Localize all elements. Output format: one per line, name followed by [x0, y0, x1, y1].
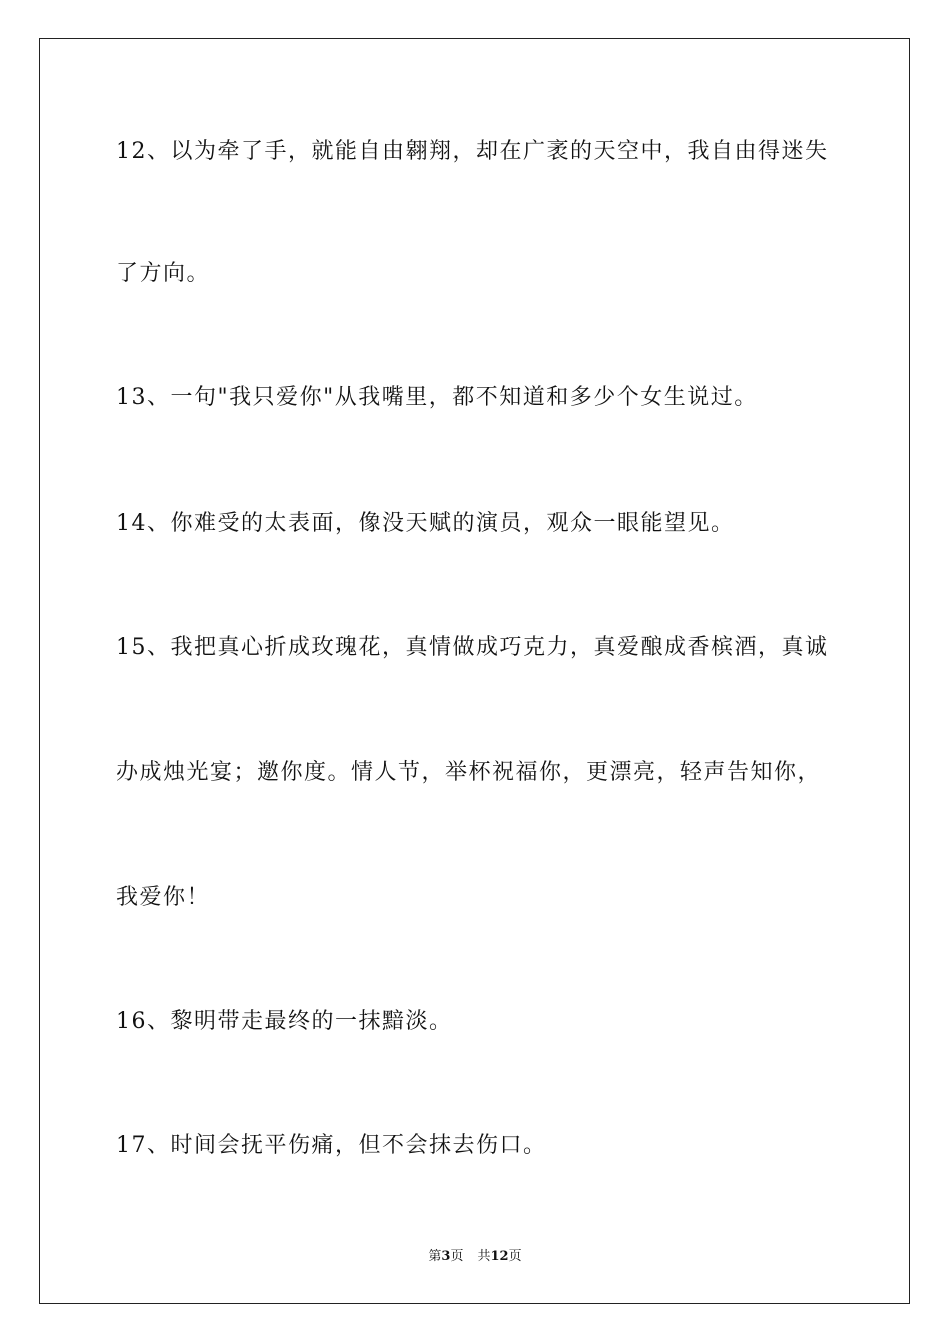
- text-line: 12、以为牵了手，就能自由翱翔，却在广袤的天空中，我自由得迷失: [116, 139, 829, 164]
- total-pages: 12: [490, 1249, 509, 1264]
- page-prefix: 第: [428, 1249, 442, 1264]
- page-suffix: 页: [450, 1249, 464, 1264]
- text-line: 15、我把真心折成玫瑰花，真情做成巧克力，真爱酿成香槟酒，真诚: [116, 635, 829, 660]
- text-line: 13、一句"我只爱你"从我嘴里，都不知道和多少个女生说过。: [116, 385, 758, 410]
- page-number: 3: [441, 1249, 451, 1264]
- page-border: [39, 38, 910, 1304]
- total-prefix: 共: [477, 1249, 491, 1264]
- text-line: 16、黎明带走最终的一抹黯淡。: [116, 1009, 453, 1034]
- text-line: 我爱你！: [116, 885, 211, 910]
- page-footer: [0, 1249, 950, 1265]
- text-line: 了方向。: [116, 261, 211, 286]
- text-line: 办成烛光宴；邀你度。情人节，举杯祝福你，更漂亮，轻声告知你，: [116, 760, 822, 785]
- text-line: 14、你难受的太表面，像没天赋的演员，观众一眼能望见。: [116, 511, 735, 536]
- total-suffix: 页: [508, 1249, 522, 1264]
- text-line: 17、时间会抚平伤痛，但不会抹去伤口。: [116, 1133, 547, 1158]
